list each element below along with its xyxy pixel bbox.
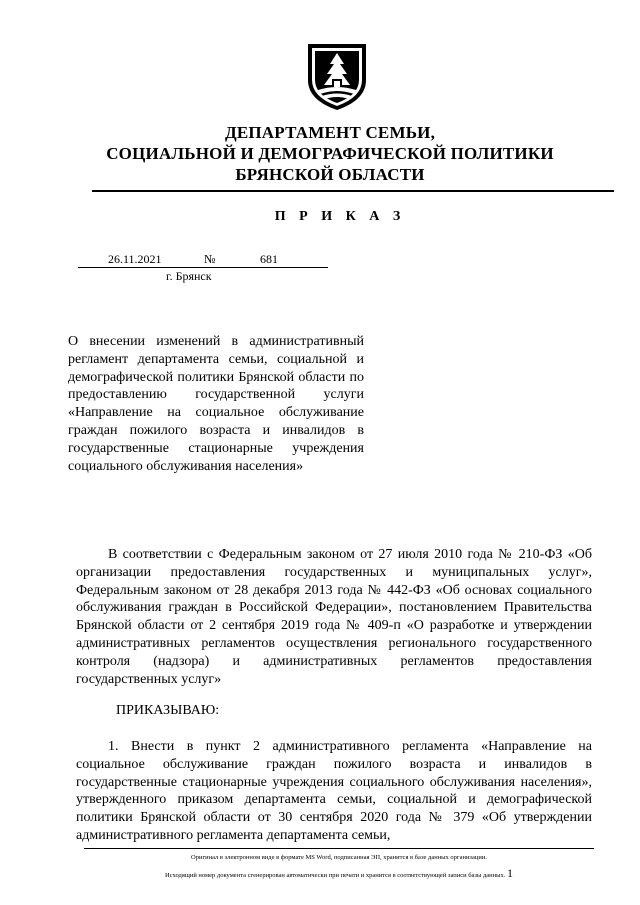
footer-note-number	[84, 866, 594, 881]
header-divider	[92, 190, 614, 192]
page-number: 1	[507, 866, 514, 880]
city-name: г. Брянск	[166, 269, 212, 283]
document-type-title: П Р И К А З	[274, 209, 406, 224]
department-name-line-2: СОЦИАЛЬНОЙ И ДЕМОГРАФИЧЕСКОЙ ПОЛИТИКИ	[106, 144, 554, 163]
footer-note-number-text: Исходящий номер документа сгенерирован автоматически при печати и хранится в соответствующей записи базы данных.	[164, 872, 506, 879]
date-number-underline	[78, 267, 328, 268]
bryansk-coat-of-arms-emblem	[304, 40, 370, 112]
order-word: ПРИКАЗЫВАЮ:	[116, 703, 220, 718]
order-number: 681	[260, 252, 278, 266]
department-name-line-1: ДЕПАРТАМЕНТ СЕМЬИ,	[224, 123, 436, 142]
number-sign: №	[204, 252, 216, 266]
order-date: 26.11.2021	[108, 252, 162, 266]
item-1-paragraph: 1. Внести в пункт 2 административного регламента «Направление на социальное обслуживание граждан пожилого возраста и инвалидов в государственные стационарные учреждения социального обслуживания населения», утвержденного приказом департамента семьи, социальной и демографической политики Брянской области от 30 сентября 2020 года № 379 «Об утверждении административного регламента департамента семьи,	[76, 739, 592, 843]
footer-divider	[84, 848, 594, 849]
preamble-paragraph: В соответствии с Федеральным законом от 27 июля 2010 года № 210-ФЗ «Об организации предоставления государственных и муниципальных услуг», Федеральным законом от 28 декабря 2013 года № 442-ФЗ «Об основах социального обслуживания граждан в Российской Федерации», постановлением Правительства Брянской области от 2 сентября 2019 года № 409-п «О разработке и утверждении административных регламентов осуществления регионального государственного контроля (надзора) и административных регламентов предоставления государственных услуг»	[76, 547, 592, 687]
order-subject: О внесении изменений в административный регламент департамента семьи, социальной и демографической политики Брянской области по предоставлению государственной услуги «Направление на социальное обслуживание граждан пожилого возраста и инвалидов в государственные стационарные учреждения социального обслуживания населения»	[68, 334, 364, 474]
department-name-line-3: БРЯНСКОЙ ОБЛАСТИ	[235, 165, 425, 184]
footer-note-original: Оригинал в электронном виде в формате MS Word, подписанная ЭП, хранится в базе данных организации.	[191, 854, 487, 861]
